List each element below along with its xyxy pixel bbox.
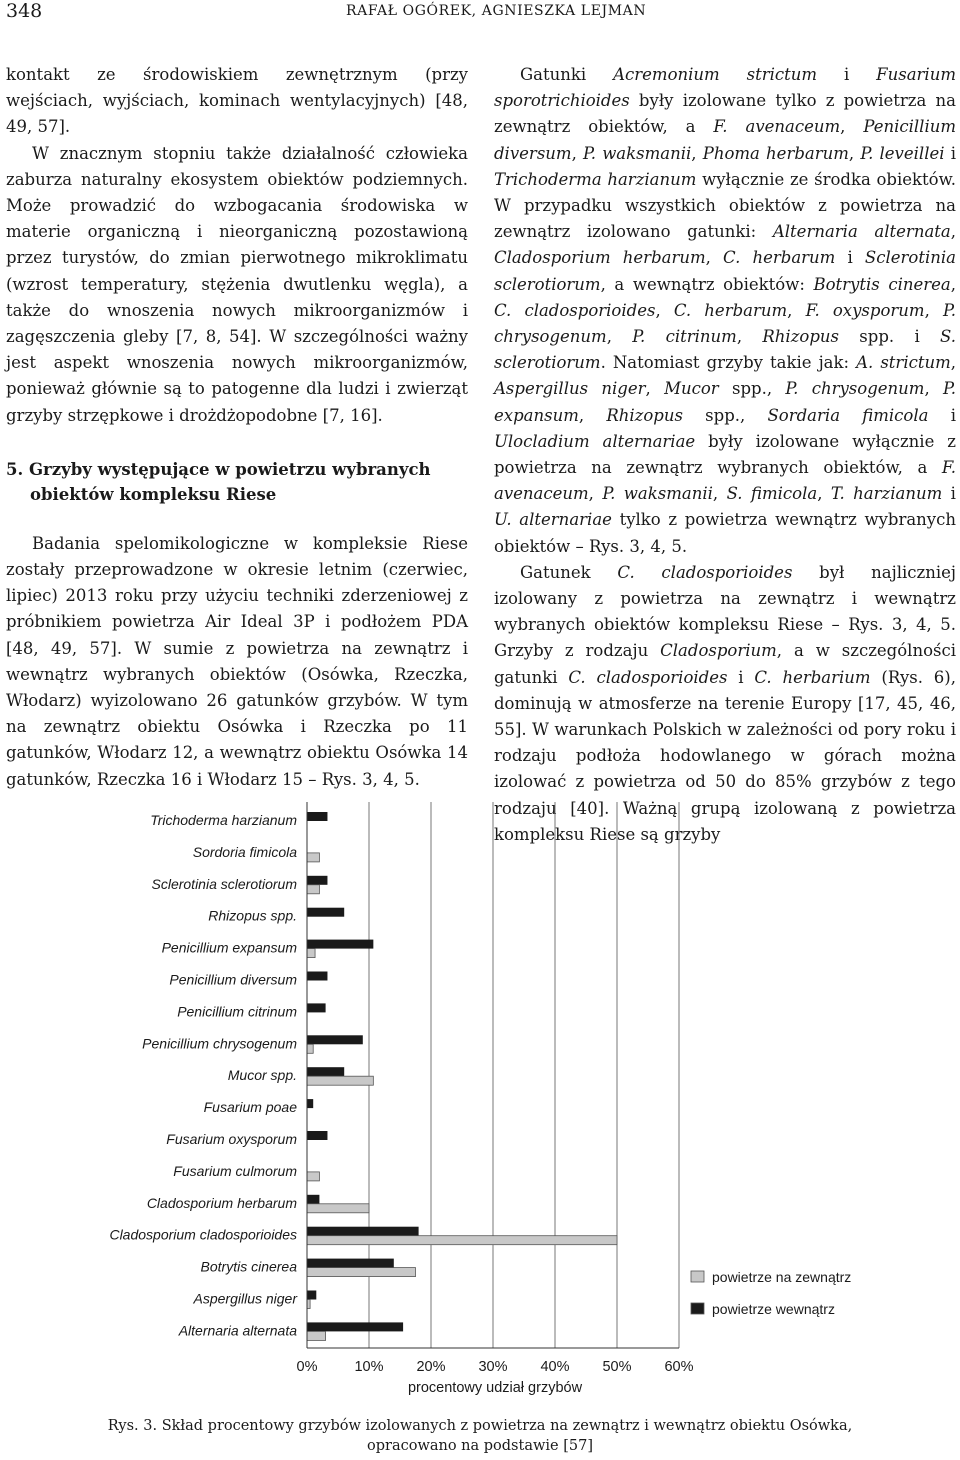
text-run: , [578,405,607,425]
text-run: tylko z powietrza wewnątrz wybranych obiektów – Rys. 3, 4, 5. [494,510,956,556]
species-name: Rhizopus [606,405,683,425]
text-run: były izolowane wyłącznie z powietrza na zewnątrz wybranych obiektów, a [494,431,956,478]
text-run: , a wewnątrz obiektów: [600,274,814,294]
text-run: i [727,667,755,687]
species-name: Sordaria fimicola [767,405,929,425]
species-name: C. herbarum [723,248,836,268]
text-run: spp. i [839,327,941,347]
text-run: , [712,484,727,504]
paragraph: Badania spelomikologiczne w kompleksie Riese zostały przeprowadzone w okresie letnim (czerwiec, lipiec) 2013 roku przy użyciu techniki zderzeniowej z próbnikiem powietrza Air Ideal 3P i podłożem PDA [48, 49, 57]. W sumie z powietrza na zewnątrz i wewnątrz wybranych obiektów (Osówka, Rzeczka, Włodarz) wyizolowano 26 gatunków grzybów. W tym na zewnątrz obiektu Osówka i Rzeczka po 11 gatunków, Włodarz 12, a wewnątrz obiektu Osówka 14 gatunków, Rzeczka 16 i Włodarz 15 – Rys. 3, 4, 5. [6,533,468,789]
species-name: S. sclerotiorum [494,327,956,373]
text-run: , [691,143,703,163]
text-run: i [942,484,956,504]
category-label: Penicillium chrysogenum [142,1035,297,1052]
text-run: , [645,379,665,399]
category-label: Penicillium diversum [169,971,297,988]
species-name: P. waksmanii [583,143,692,163]
category-label: Sordoria fimicola [192,843,297,860]
text-run: , [840,117,864,137]
text-run: , [950,274,956,294]
page-number: 348 [6,0,43,22]
text-run: , [924,300,943,320]
bar-inside [307,1322,403,1331]
bar-outside [307,1268,416,1277]
species-name: C. cladosporioides [494,300,656,320]
bar-outside [307,1172,319,1181]
text-run: i [928,405,956,425]
species-name: C. herbarum [673,300,788,320]
category-label: Fusarium culmorum [173,1162,297,1179]
species-name: Fusarium sporotrichioides [494,65,956,111]
bar-outside [307,1331,326,1340]
species-name: A. strictum [856,353,951,373]
text-run: Gatunki [520,65,614,84]
bar-outside [307,949,315,958]
species-name: P. citrinum [632,327,737,347]
species-name: P. chrysogenum [494,300,956,347]
text-run: , a w szczególności gatunki [494,641,956,687]
category-label: Cladosporium cladosporioides [109,1226,297,1243]
x-tick-label: 30% [478,1359,508,1375]
category-label: Botrytis cinerea [200,1258,297,1275]
species-name: Acremonium strictum [613,65,818,84]
species-name: Ulocladium alternariae [494,431,696,451]
bar-outside [307,1204,369,1213]
legend-label: powietrze na zewnątrz [712,1269,852,1285]
caption-line: Rys. 3. Skład procentowy grzybów izolowanych z powietrza na zewnątrz i wewnątrz obiektu Osówka, [107,1418,853,1434]
species-name: C. herbarium [754,667,871,687]
section-heading: 5. Grzyby występujące w powietrzu wybranych obiektów kompleksu Riese [6,459,431,504]
bar-chart [0,796,960,1408]
x-axis-label: procentowy udział grzybów [407,1380,583,1396]
species-name: Trichoderma harzianum [494,169,697,189]
species-name: T. harzianum [830,484,943,504]
legend-swatch [691,1271,704,1282]
category-label: Rhizopus spp. [208,907,297,924]
text-run: , [736,327,763,347]
species-name: Cladosporium [660,641,777,661]
running-head: RAFAŁ OGÓREK, AGNIESZKA LEJMAN [346,3,647,19]
text-run: i [835,248,865,268]
text-run: , [787,300,806,320]
paragraph: W znacznym stopniu także działalność człowieka zaburza naturalny ekosystem obiektów podziemnych. Może prowadzić do wzbogacania środowiska w materie organiczną i nieorganiczną pozostawioną przez turystów, do zmian pierwotnego mikroklimatu (wzrost temperatury, stężenia dwutlenku węgla), a także do wnoszenia nowych mikroorganizmów i zagęszczenia gleby [7, 8, 54]. W szczególności ważny jest aspekt wnoszenia nowych mikroorganizmów, ponieważ głównie są to patogenne dla ludzi i zwierząt grzyby strzępkowe i drożdżopodobne [7, 16]. [6,143,468,425]
species-name: F. avenaceum [713,117,841,137]
left-column [6,62,468,793]
bar-inside [307,1067,344,1076]
category-label: Trichoderma harzianum [150,812,297,828]
legend-swatch [691,1303,704,1314]
species-name: P. waksmanii [602,484,713,504]
legend-label: powietrze wewnątrz [712,1301,835,1317]
bar-outside [307,885,319,894]
x-tick-label: 50% [602,1359,632,1375]
bar-outside [307,1044,313,1053]
bar-inside [307,1035,363,1044]
category-label: Fusarium poae [203,1099,297,1116]
species-name: Alternaria alternata [772,222,951,242]
text-run: , [924,379,943,399]
species-name: Mucor [664,379,719,399]
bar-inside [307,972,327,981]
bar-inside [307,1291,316,1300]
bar-inside [307,1227,419,1236]
text-run: , [705,248,724,268]
paragraph [494,62,956,560]
species-name: Aspergillus niger [494,379,646,399]
bar-inside [307,812,327,821]
species-name: C. cladosporioides [568,667,728,687]
text-run: (Rys. 6), dominują w atmosferze na terenie Europy [17, 45, 46, 55]. W warunkach Polskich w zależności od pory roku i rodzaju podłoża hodowlanego w górach można izolować z powietrza od 50 do 85% grzybów z tego rodzaju [40]. Ważną grupą izolowaną z powietrza kompleksu Riese są grzyby [494,667,956,844]
species-name: C. cladosporioides [617,562,793,582]
x-tick-label: 10% [354,1359,384,1375]
figure-caption [0,1416,960,1456]
text-run: , [950,353,956,373]
bar-outside [307,853,319,862]
bar-inside [307,1259,394,1268]
species-name: F. oxysporum [805,300,925,320]
species-name: U. alternariae [494,510,612,530]
species-name: Rhizopus [762,327,839,347]
text-run: spp., [682,405,768,425]
category-label: Alternaria alternata [178,1322,297,1339]
text-run: , [571,143,583,163]
species-name: Penicillium diversum [494,117,956,163]
text-run: , [950,222,956,242]
text-run: był najliczniej izolowany z powietrza na zewnątrz i wewnątrz wybranych obiektów kompleksu Riese – Rys. 3, 4, 5. Grzyby z rodzaju [494,562,956,661]
bar-inside [307,940,373,949]
x-tick-label: 20% [416,1359,446,1375]
bar-inside [307,1131,327,1140]
bar-inside [307,876,327,885]
bar-outside [307,1236,617,1245]
species-name: Cladosporium herbarum [494,248,706,268]
text-run: . Natomiast grzyby takie jak: [600,353,857,373]
text-run: Gatunek [520,562,618,582]
right-column [494,62,956,848]
bar-inside [307,1195,319,1204]
species-name: P. leveillei [860,143,945,163]
species-name: Phoma herbarum [702,143,849,163]
text-run: , [848,143,861,163]
category-label: Mucor spp. [227,1067,297,1084]
text-run: i [817,65,877,84]
category-label: Aspergillus niger [193,1290,297,1307]
category-label: Penicillium expansum [161,939,297,956]
text-run: , [606,327,633,347]
text-run: , [655,300,674,320]
x-tick-label: 60% [664,1359,694,1375]
species-name: Sclerotinia sclerotiorum [494,248,956,294]
x-tick-label: 40% [540,1359,570,1375]
text-run: , [817,484,831,504]
species-name: Botrytis cinerea [813,274,951,294]
category-label: Cladosporium herbarum [146,1194,297,1211]
category-label: Fusarium oxysporum [166,1131,297,1147]
bar-inside [307,1003,326,1012]
bar-inside [307,908,344,917]
text-run: spp., [718,379,786,399]
species-name: P. expansum [494,379,957,425]
text-run: były izolowane tylko z powietrza na zewnątrz obiektów, a [494,91,956,137]
bar-inside [307,1099,313,1108]
category-label: Sclerotinia sclerotiorum [151,875,297,892]
species-name: P. chrysogenum [785,379,925,399]
category-label: Penicillium citrinum [177,1003,297,1020]
bar-outside [307,1076,373,1085]
x-tick-label: 0% [296,1359,318,1375]
text-run: wyłącznie ze środka obiektów. W przypadku wszystkich obiektów z powietrza na zewnątrz izolowano gatunki: [494,169,956,242]
caption-line: opracowano na podstawie [57] [367,1438,593,1454]
species-name: F. avenaceum [494,458,956,504]
text-run: i [944,143,956,163]
paragraph: kontakt ze środowiskiem zewnętrznym (przy wejściach, wyjściach, kominach wentylacyjnych) [48, 49, 57]. [6,65,468,137]
species-name: S. fimicola [726,484,818,504]
text-run: , [588,484,603,504]
